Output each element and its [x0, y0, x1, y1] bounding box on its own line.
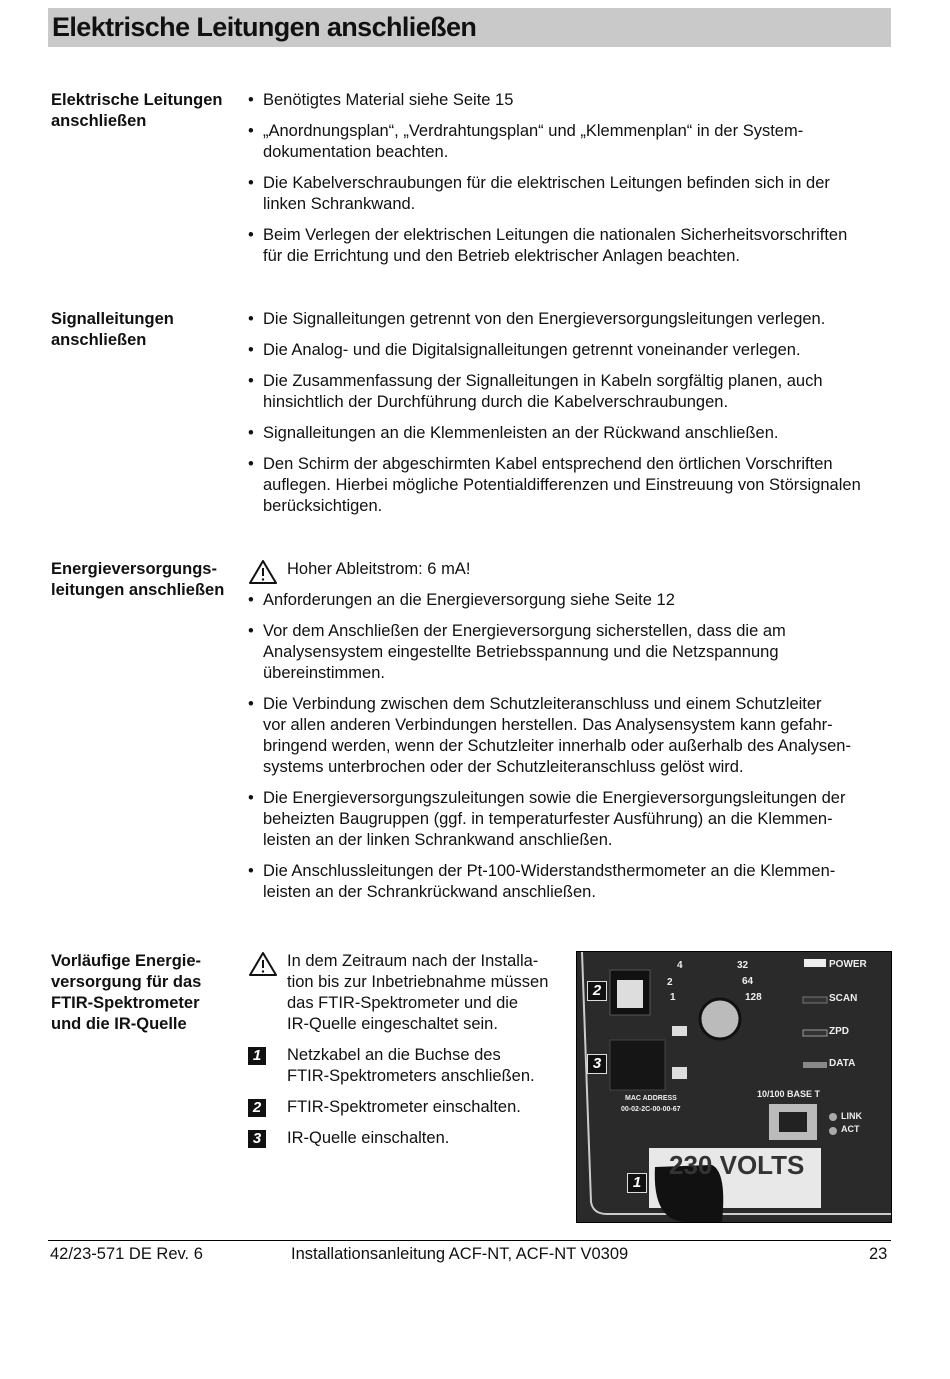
bullet-text: Die Kabelverschraubungen für die elektrischen Leitungen befinden sich in der	[263, 174, 830, 192]
bullet-text: Signalleitungen an die Klemmenleisten an der Rückwand anschließen.	[263, 424, 779, 442]
bullet-icon: •	[248, 455, 254, 473]
act-label: ACT	[841, 1124, 860, 1134]
dial-label: 4	[677, 960, 683, 971]
bullet-item	[248, 621, 898, 684]
section-label-line: FTIR-Spektrometer	[51, 994, 200, 1012]
warning-text: tion bis zur Inbetriebnahme müssen	[287, 973, 549, 991]
bullet-item	[248, 90, 898, 111]
bullet-icon: •	[248, 695, 254, 713]
bullet-item	[248, 309, 898, 330]
bullet-text: bringend werden, wenn der Schutzleiter innerhalb oder außerhalb des Analysen-	[263, 737, 851, 755]
step-text: IR-Quelle einschalten.	[287, 1129, 450, 1147]
bullet-text: übereinstimmen.	[263, 664, 385, 682]
bullet-text: Die Analog- und die Digitalsignalleitungen getrennt voneinander verlegen.	[263, 341, 801, 359]
warning-note	[248, 559, 898, 580]
dial-label: 2	[667, 977, 673, 988]
device-panel-photo	[576, 951, 892, 1223]
footer-divider	[48, 1240, 891, 1241]
page-number: 23	[869, 1245, 888, 1263]
section-label	[51, 90, 241, 132]
bullet-icon: •	[248, 424, 254, 442]
warning-icon	[248, 951, 278, 977]
bullet-item	[248, 788, 898, 851]
section-label	[51, 951, 241, 1035]
section-label-line: versorgung für das	[51, 973, 202, 991]
dial-label: 128	[745, 992, 762, 1003]
step-text: FTIR-Spektrometers anschließen.	[287, 1067, 535, 1085]
step-number: 3	[248, 1130, 266, 1148]
bullet-icon: •	[248, 122, 254, 140]
section-content	[248, 90, 898, 277]
bullet-text: Anforderungen an die Energieversorgung siehe Seite 12	[263, 591, 675, 609]
bullet-icon: •	[248, 789, 254, 807]
bullet-text: Beim Verlegen der elektrischen Leitungen die nationalen Sicherheitsvorschriften	[263, 226, 848, 244]
bullet-item	[248, 694, 898, 778]
warning-text: IR-Quelle eingeschaltet sein.	[287, 1015, 498, 1033]
dial-label: 32	[737, 960, 749, 971]
warning-text: das FTIR-Spektrometer und die	[287, 994, 519, 1012]
section-label	[51, 309, 241, 351]
bullet-item	[248, 861, 898, 903]
bullet-icon: •	[248, 226, 254, 244]
dial-label: 1	[670, 992, 676, 1003]
page-title: Elektrische Leitungen anschließen	[52, 12, 477, 42]
warning-icon	[248, 559, 278, 585]
section-label-line: leitungen anschließen	[51, 581, 225, 599]
callout-2: 2	[587, 981, 607, 1001]
bullet-text: leisten an der linken Schrankwand anschließen.	[263, 831, 613, 849]
callout-1: 1	[627, 1173, 647, 1193]
bullet-text: Die Verbindung zwischen dem Schutzleiteranschluss und einem Schutzleiter	[263, 695, 822, 713]
bullet-text: dokumentation beachten.	[263, 143, 449, 161]
mac-label: MAC ADDRESS	[625, 1095, 677, 1102]
bullet-text: Benötigtes Material siehe Seite 15	[263, 91, 514, 109]
section-label-line: Elektrische Leitungen	[51, 91, 223, 109]
footer-doc-id: 42/23-571 DE Rev. 6	[50, 1245, 203, 1263]
network-label: 10/100 BASE T	[757, 1089, 821, 1099]
section-label-line: Energieversorgungs-	[51, 560, 217, 578]
bullet-icon: •	[248, 372, 254, 390]
page-header	[48, 8, 891, 47]
step-number: 1	[248, 1047, 266, 1065]
section-label-line: Signalleitungen	[51, 310, 174, 328]
bullet-item	[248, 454, 898, 517]
bullet-text: Die Zusammenfassung der Signalleitungen in Kabeln sorgfältig planen, auch	[263, 372, 823, 390]
bullet-item	[248, 173, 898, 215]
step-text: Netzkabel an die Buchse des	[287, 1046, 501, 1064]
section-label	[51, 559, 241, 601]
section-content	[248, 559, 898, 913]
bullet-text: leisten an der Schrankrückwand anschließen.	[263, 883, 596, 901]
bullet-text: beheizten Baugruppen (ggf. in temperaturfester Ausführung) an die Klemmen-	[263, 810, 833, 828]
bullet-icon: •	[248, 862, 254, 880]
bullet-text: Vor dem Anschließen der Energieversorgung sicherstellen, dass die am	[263, 622, 786, 640]
bullet-icon: •	[248, 591, 254, 609]
led-zpd: ZPD	[829, 1026, 849, 1037]
bullet-text: hinsichtlich der Durchführung durch die Kabelverschraubungen.	[263, 393, 729, 411]
step-number: 2	[248, 1099, 266, 1117]
bullet-text: Die Signalleitungen getrennt von den Energieversorgungsleitungen verlegen.	[263, 310, 826, 328]
bullet-icon: •	[248, 622, 254, 640]
warning-text: In dem Zeitraum nach der Installa-	[287, 952, 539, 970]
link-label: LINK	[841, 1111, 862, 1121]
bullet-text: linken Schrankwand.	[263, 195, 416, 213]
section-label-line: Vorläufige Energie-	[51, 952, 202, 970]
bullet-item	[248, 340, 898, 361]
bullet-item	[248, 371, 898, 413]
bullet-text: Analysensystem eingestellte Betriebsspannung und die Netzspannung	[263, 643, 779, 661]
bullet-icon: •	[248, 91, 254, 109]
bullet-text: Die Energieversorgungszuleitungen sowie die Energieversorgungsleitungen der	[263, 789, 846, 807]
bullet-text: auflegen. Hierbei mögliche Potentialdifferenzen und Einstreuung von Störsignalen	[263, 476, 861, 494]
bullet-item	[248, 225, 898, 267]
bullet-text: Den Schirm der abgeschirmten Kabel entsprechend den örtlichen Vorschriften	[263, 455, 833, 473]
led-data: DATA	[829, 1058, 856, 1069]
led-scan: SCAN	[829, 993, 858, 1004]
bullet-item	[248, 121, 898, 163]
section-label-line: anschließen	[51, 331, 147, 349]
bullet-text: systems unterbrochen oder der Schutzleiteranschluss gelöst wird.	[263, 758, 744, 776]
bullet-icon: •	[248, 341, 254, 359]
bullet-icon: •	[248, 310, 254, 328]
bullet-text: berücksichtigen.	[263, 497, 383, 515]
bullet-text: Die Anschlussleitungen der Pt-100-Widerstandsthermometer an die Klemmen-	[263, 862, 836, 880]
mac-address: 00-02-2C-00-00-67	[621, 1106, 681, 1113]
bullet-text: vor allen anderen Verbindungen herstellen. Das Analysensystem kann gefahr-	[263, 716, 833, 734]
step-text: FTIR-Spektrometer einschalten.	[287, 1098, 521, 1116]
footer-title: Installationsanleitung ACF-NT, ACF-NT V0309	[291, 1245, 629, 1263]
bullet-icon: •	[248, 174, 254, 192]
warning-text: Hoher Ableitstrom: 6 mA!	[287, 560, 471, 578]
section-label-line: anschließen	[51, 112, 147, 130]
bullet-text: für die Errichtung und den Betrieb elektrischer Anlagen beachten.	[263, 247, 740, 265]
bullet-item	[248, 423, 898, 444]
led-power: POWER	[829, 959, 867, 970]
volts-label: 230 VOLTS	[669, 1150, 805, 1180]
dial-label: 64	[742, 976, 754, 987]
section-content	[248, 309, 898, 527]
bullet-text: „Anordnungsplan“, „Verdrahtungsplan“ und „Klemmenplan“ in der System-	[263, 122, 804, 140]
section-label-line: und die IR-Quelle	[51, 1015, 187, 1033]
callout-3: 3	[587, 1054, 607, 1074]
bullet-item	[248, 590, 898, 611]
